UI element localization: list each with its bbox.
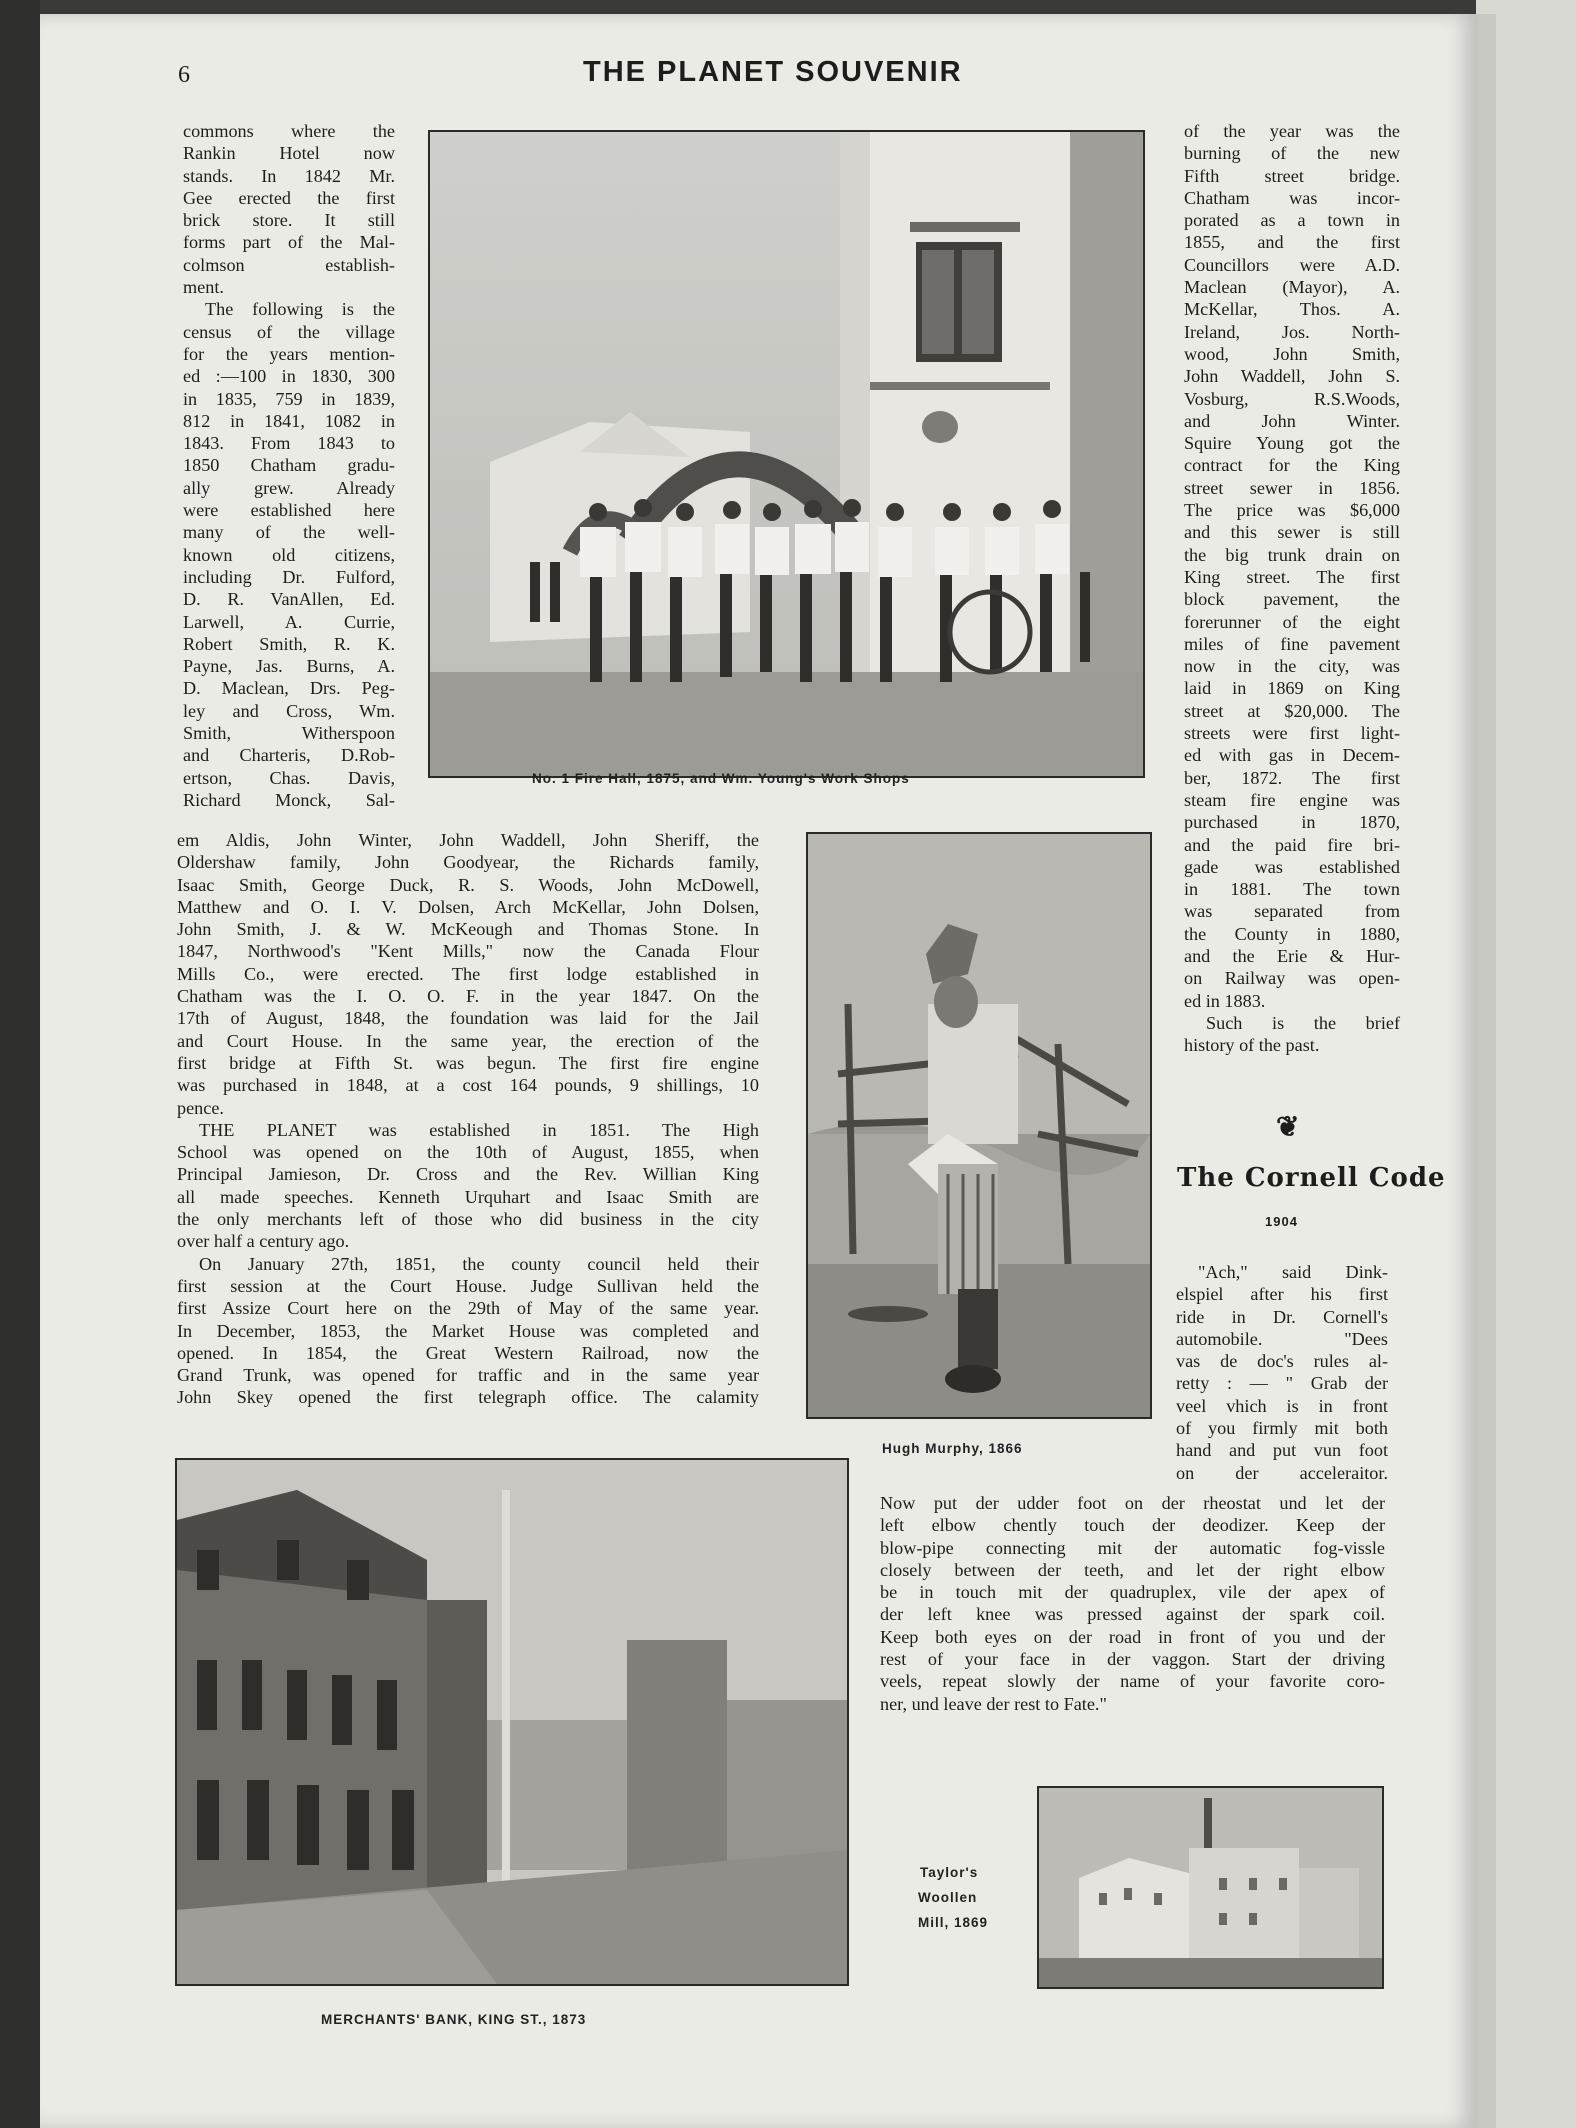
text-line: were established here bbox=[183, 500, 395, 521]
text-line: retty : — " Grab der bbox=[1176, 1373, 1388, 1394]
text-line: brick store. It still bbox=[183, 210, 395, 231]
text-line: ley and Cross, Wm. bbox=[183, 700, 395, 721]
text-line: Fifth street bridge. bbox=[1184, 165, 1400, 186]
text-line: Payne, Jas. Burns, A. bbox=[183, 656, 395, 677]
text-line: Larwell, A. Currie, bbox=[183, 611, 395, 632]
text-line: John Skey opened the first telegraph office. The calamity bbox=[177, 1387, 759, 1408]
text-line: colmson establish- bbox=[183, 254, 395, 275]
text-line: Maclean (Mayor), A. bbox=[1184, 277, 1400, 298]
text-line: ally grew. Already bbox=[183, 477, 395, 498]
text-line: streets were first light- bbox=[1184, 723, 1400, 744]
text-line: burning of the new bbox=[1184, 143, 1400, 164]
text-line: ment. bbox=[183, 277, 224, 298]
text-line: history of the past. bbox=[1184, 1035, 1320, 1056]
text-line: on Railway was open- bbox=[1184, 968, 1400, 989]
text-line: In December, 1853, the Market House was completed and bbox=[177, 1320, 759, 1341]
text-line: Gee erected the first bbox=[183, 187, 395, 208]
text-line: commons where the bbox=[183, 121, 395, 141]
text-line: ed :—100 in 1830, 300 bbox=[183, 366, 395, 387]
text-line: Robert Smith, R. K. bbox=[183, 633, 395, 654]
text-line: Ireland, Jos. North- bbox=[1184, 321, 1400, 342]
page-edge bbox=[1478, 14, 1496, 2128]
text-line: first Assize Court here on the 29th of May of the same year. bbox=[177, 1298, 759, 1319]
text-line: in 1881. The town bbox=[1184, 879, 1400, 900]
text-line: 812 in 1841, 1082 in bbox=[183, 410, 395, 431]
hugh-murphy-caption: Hugh Murphy, 1866 bbox=[882, 1441, 1023, 1456]
text-line: D. Maclean, Drs. Peg- bbox=[183, 678, 395, 699]
text-line: blow-pipe connecting mit der automatic fog-vissle bbox=[880, 1537, 1385, 1558]
text-line: including Dr. Fulford, bbox=[183, 566, 395, 587]
text-line: McKellar, Thos. A. bbox=[1184, 299, 1400, 320]
text-line: be in touch mit der quadruplex, vile der apex of bbox=[880, 1582, 1385, 1603]
text-line: laid in 1869 on King bbox=[1184, 678, 1400, 699]
article-column-right bbox=[1184, 120, 1400, 1056]
text-line: King street. The first bbox=[1184, 566, 1400, 587]
text-line: The following is the bbox=[205, 299, 395, 320]
article-column-left bbox=[183, 120, 395, 811]
text-line: the only merchants left of those who did business in the city bbox=[177, 1209, 759, 1230]
story-column-wide bbox=[880, 1492, 1385, 1715]
text-line: der left knee was pressed against der spark coil. bbox=[880, 1604, 1385, 1625]
text-line: veel vhich is in front bbox=[1176, 1395, 1388, 1416]
text-line: steam fire engine was bbox=[1184, 789, 1400, 810]
text-line: for the years mention- bbox=[183, 343, 395, 364]
text-line: Rankin Hotel now bbox=[183, 143, 395, 164]
text-line: 1850 Chatham gradu- bbox=[183, 455, 395, 476]
text-line: John Smith, J. & W. McKeough and Thomas Stone. In bbox=[177, 919, 759, 940]
text-line: Keep both eyes on der road in front of you und der bbox=[880, 1626, 1385, 1647]
text-line: ride in Dr. Cornell's bbox=[1176, 1306, 1388, 1327]
text-line: 1855, and the first bbox=[1184, 232, 1400, 253]
text-line: Chatham was incor- bbox=[1184, 187, 1400, 208]
text-line: forerunner of the eight bbox=[1184, 611, 1400, 632]
mill-caption-line1: Taylor's bbox=[920, 1865, 979, 1880]
text-line: veels, repeat slowly der name of your favorite coro- bbox=[880, 1671, 1385, 1692]
text-line: known old citizens, bbox=[183, 544, 395, 565]
story-headline: The Cornell Code bbox=[1177, 1163, 1446, 1193]
text-line: The price was $6,000 bbox=[1184, 500, 1400, 521]
text-line: Chatham was the I. O. O. F. in the year 1847. On the bbox=[177, 986, 759, 1007]
text-line: and Charteris, D.Rob- bbox=[183, 745, 395, 766]
text-line: ber, 1872. The first bbox=[1184, 767, 1400, 788]
text-line: elspiel after his first bbox=[1176, 1284, 1388, 1305]
text-line: and this sewer is still bbox=[1184, 522, 1400, 543]
text-line: Councillors were A.D. bbox=[1184, 254, 1400, 275]
text-line: Oldershaw family, John Goodyear, the Richards family, bbox=[177, 852, 759, 873]
text-line: pence. bbox=[177, 1097, 224, 1118]
text-line: 1847, Northwood's "Kent Mills," now the Canada Flour bbox=[177, 941, 759, 962]
mill-caption-line3: Mill, 1869 bbox=[918, 1915, 989, 1930]
text-line: ed in 1883. bbox=[1184, 990, 1266, 1011]
text-line: Such is the brief bbox=[1206, 1012, 1400, 1033]
page-number: 6 bbox=[178, 62, 190, 88]
text-line: Mills Co., were erected. The first lodge established in bbox=[177, 963, 759, 984]
text-line: in 1835, 759 in 1839, bbox=[183, 388, 395, 409]
text-line: Matthew and O. I. V. Dolsen, Arch McKellar, John Dolsen, bbox=[177, 896, 759, 917]
text-line: first session at the Court House. Judge Sullivan held the bbox=[177, 1275, 759, 1296]
fleuron-ornament: ❦ bbox=[1276, 1112, 1300, 1143]
text-line: street at $20,000. The bbox=[1184, 700, 1400, 721]
text-line: contract for the King bbox=[1184, 455, 1400, 476]
text-line: Vosburg, R.S.Woods, bbox=[1184, 388, 1400, 409]
text-line: over half a century ago. bbox=[177, 1231, 350, 1252]
text-line: many of the well- bbox=[183, 522, 395, 543]
text-line: Smith, Witherspoon bbox=[183, 723, 395, 744]
text-line: and the paid fire bri- bbox=[1184, 834, 1400, 855]
text-line: Squire Young got the bbox=[1184, 433, 1400, 454]
hugh-murphy-photo bbox=[806, 832, 1152, 1419]
text-line: hand and put vun foot bbox=[1176, 1440, 1388, 1461]
text-line: now in the city, was bbox=[1184, 656, 1400, 677]
text-line: stands. In 1842 Mr. bbox=[183, 165, 395, 186]
text-line: On January 27th, 1851, the county council held their bbox=[199, 1253, 759, 1274]
text-line: rest of your face in der vaggon. Start der driving bbox=[880, 1649, 1385, 1670]
fire-hall-photo bbox=[428, 130, 1145, 778]
fire-hall-caption: No. 1 Fire Hall, 1875, and Wm. Young's Work Shops bbox=[532, 771, 910, 786]
text-line: of the year was the bbox=[1184, 121, 1400, 141]
text-line: D. R. VanAllen, Ed. bbox=[183, 589, 395, 610]
text-line: John Waddell, John S. bbox=[1184, 366, 1400, 387]
merchants-bank-photo bbox=[175, 1458, 849, 1986]
text-line: was purchased in 1848, at a cost 164 pounds, 9 shillings, 10 bbox=[177, 1075, 759, 1096]
text-line: Richard Monck, Sal- bbox=[183, 789, 395, 810]
text-line: street sewer in 1856. bbox=[1184, 477, 1400, 498]
text-line: 1843. From 1843 to bbox=[183, 433, 395, 454]
text-line: vas de doc's rules al- bbox=[1176, 1351, 1388, 1372]
merchants-bank-caption: MERCHANTS' BANK, KING ST., 1873 bbox=[321, 2012, 587, 2027]
text-line: ertson, Chas. Davis, bbox=[183, 767, 395, 788]
text-line: Principal Jamieson, Dr. Cross and the Rev. Willian King bbox=[177, 1164, 759, 1185]
mill-caption-line2: Woollen bbox=[918, 1890, 978, 1905]
text-line: em Aldis, John Winter, John Waddell, John Sheriff, the bbox=[177, 830, 759, 850]
text-line: wood, John Smith, bbox=[1184, 343, 1400, 364]
text-line: ed with gas in Decem- bbox=[1184, 745, 1400, 766]
text-line: THE PLANET was established in 1851. The High bbox=[199, 1119, 759, 1140]
text-line: automobile. "Dees bbox=[1176, 1328, 1388, 1349]
text-line: left elbow chently touch der deodizer. Keep der bbox=[880, 1515, 1385, 1536]
text-line: all made speeches. Kenneth Urquhart and Isaac Smith are bbox=[177, 1186, 759, 1207]
text-line: forms part of the Mal- bbox=[183, 232, 395, 253]
story-column-narrow bbox=[1176, 1261, 1388, 1484]
text-line: first bridge at Fifth St. was begun. The first fire engine bbox=[177, 1052, 759, 1073]
text-line: Now put der udder foot on der rheostat und let der bbox=[880, 1493, 1385, 1513]
text-line: Grand Trunk, was opened for traffic and in the same year bbox=[177, 1365, 759, 1386]
text-line: gade was established bbox=[1184, 856, 1400, 877]
story-year: 1904 bbox=[1265, 1214, 1298, 1229]
text-line: of you firmly mit both bbox=[1176, 1418, 1388, 1439]
text-line: census of the village bbox=[183, 321, 395, 342]
text-line: purchased in 1870, bbox=[1184, 812, 1400, 833]
text-line: porated as a town in bbox=[1184, 210, 1400, 231]
text-line: block pavement, the bbox=[1184, 589, 1400, 610]
text-line: and John Winter. bbox=[1184, 410, 1400, 431]
text-line: School was opened on the 10th of August, 1855, when bbox=[177, 1142, 759, 1163]
page-title: THE PLANET SOUVENIR bbox=[583, 56, 963, 88]
text-line: and the Erie & Hur- bbox=[1184, 945, 1400, 966]
text-line: the County in 1880, bbox=[1184, 923, 1400, 944]
taylors-woollen-mill-photo bbox=[1037, 1786, 1384, 1989]
scan-background-left bbox=[0, 0, 40, 2128]
text-line: and Court House. In the same year, the erection of the bbox=[177, 1030, 759, 1051]
article-wide-block bbox=[177, 829, 759, 1409]
text-line: 17th of August, 1848, the foundation was laid for the Jail bbox=[177, 1008, 759, 1029]
text-line: Isaac Smith, George Duck, R. S. Woods, John McDowell, bbox=[177, 874, 759, 895]
text-line: on der acceleraitor. bbox=[1176, 1462, 1388, 1483]
text-line: "Ach," said Dink- bbox=[1198, 1262, 1388, 1282]
text-line: opened. In 1854, the Great Western Railroad, now the bbox=[177, 1342, 759, 1363]
text-line: was separated from bbox=[1184, 901, 1400, 922]
text-line: ner, und leave der rest to Fate." bbox=[880, 1693, 1107, 1714]
text-line: miles of fine pavement bbox=[1184, 633, 1400, 654]
text-line: the big trunk drain on bbox=[1184, 544, 1400, 565]
text-line: closely between der teeth, and let der right elbow bbox=[880, 1559, 1385, 1580]
